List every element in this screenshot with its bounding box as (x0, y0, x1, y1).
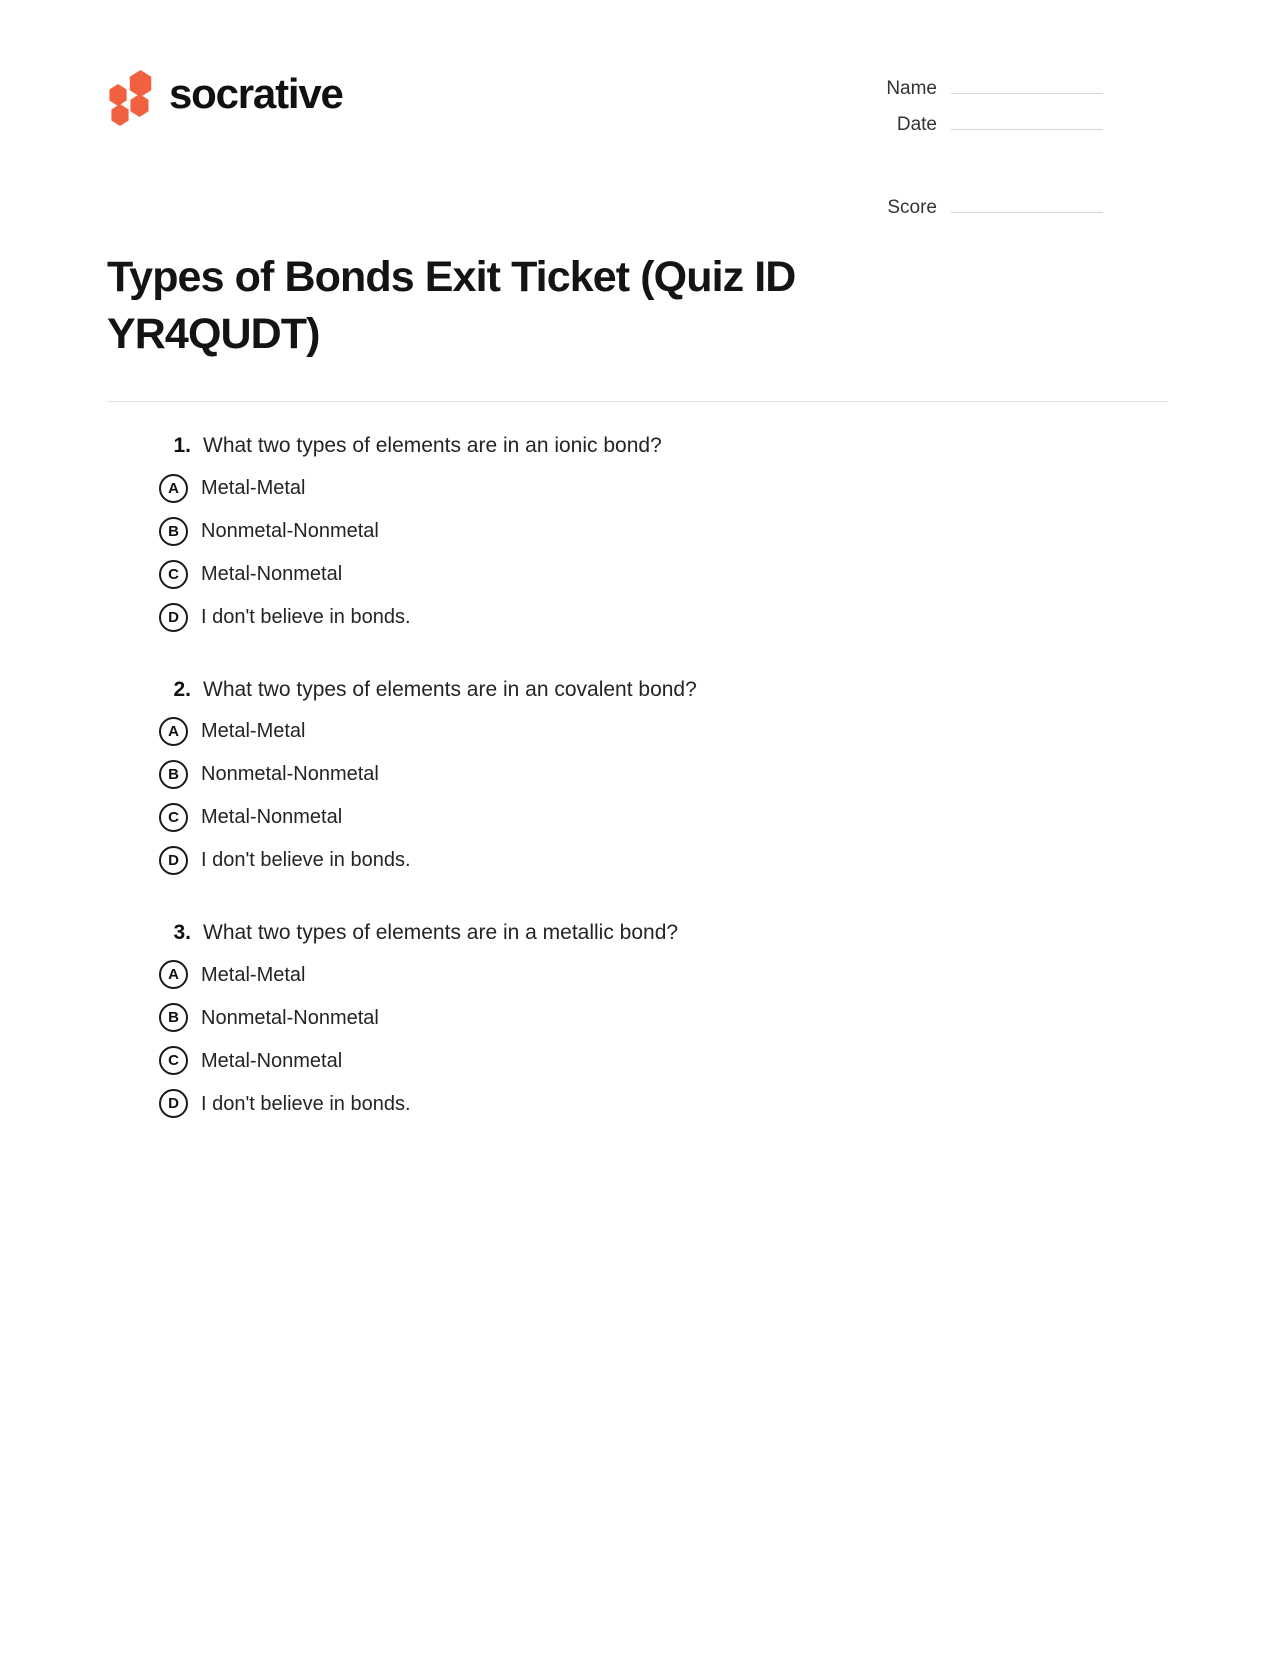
score-field-row (803, 195, 1103, 219)
page-title: Types of Bonds Exit Ticket (Quiz ID YR4QUDT) (107, 253, 796, 359)
choice-option-b[interactable] (107, 517, 1168, 546)
questions-list (0, 402, 1275, 1118)
title-block (0, 231, 1275, 363)
page-header (0, 0, 1275, 231)
hexagon-shape-mid-left (108, 84, 128, 106)
choice-option-c[interactable] (107, 560, 1168, 589)
question-text: What two types of elements are in an covalent bond? (203, 677, 697, 701)
question-heading (107, 919, 1168, 946)
choice-bubble-c[interactable]: C (159, 1046, 188, 1075)
choice-label-b: Nonmetal-Nonmetal (201, 520, 379, 543)
choice-bubble-a[interactable]: A (159, 717, 188, 746)
choice-option-d[interactable] (107, 846, 1168, 875)
socrative-hexagon-icon (107, 70, 153, 118)
question-text: What two types of elements are in a metallic bond? (203, 920, 679, 944)
choice-bubble-a[interactable]: A (159, 474, 188, 503)
hexagon-shape-mid-right (129, 94, 150, 117)
choice-option-a[interactable] (107, 717, 1168, 746)
name-label: Name (886, 78, 937, 99)
choice-label-a: Metal-Metal (201, 477, 306, 500)
name-input-line[interactable] (951, 76, 1103, 94)
choice-label-b: Nonmetal-Nonmetal (201, 763, 379, 786)
choice-option-a[interactable] (107, 474, 1168, 503)
choice-option-d[interactable] (107, 603, 1168, 632)
question-number: 2. (173, 677, 191, 701)
choice-bubble-d[interactable]: D (159, 603, 188, 632)
date-field-row (803, 112, 1103, 136)
question-block (107, 919, 1168, 1118)
choice-label-c: Metal-Nonmetal (201, 563, 343, 586)
question-heading (107, 676, 1168, 703)
choice-bubble-c[interactable]: C (159, 803, 188, 832)
hexagon-shape-top-right (128, 70, 153, 97)
choice-bubble-b[interactable]: B (159, 1003, 188, 1032)
question-text: What two types of elements are in an ionic bond? (203, 434, 662, 458)
choice-label-d: I don't believe in bonds. (201, 849, 411, 872)
choice-option-b[interactable] (107, 760, 1168, 789)
choice-label-c: Metal-Nonmetal (201, 1049, 343, 1072)
choice-bubble-d[interactable]: D (159, 1089, 188, 1118)
choice-label-c: Metal-Nonmetal (201, 806, 343, 829)
question-number: 1. (173, 434, 191, 458)
choice-label-d: I don't believe in bonds. (201, 1092, 411, 1115)
hexagon-shape-bottom-left (110, 104, 130, 126)
socrative-logo (107, 70, 343, 118)
choice-label-a: Metal-Metal (201, 963, 306, 986)
date-input-line[interactable] (951, 112, 1103, 130)
student-meta-fields (803, 76, 1103, 231)
choice-bubble-a[interactable]: A (159, 960, 188, 989)
choice-bubble-d[interactable]: D (159, 846, 188, 875)
choice-option-c[interactable] (107, 803, 1168, 832)
choice-label-b: Nonmetal-Nonmetal (201, 1006, 379, 1029)
choice-option-c[interactable] (107, 1046, 1168, 1075)
choice-option-a[interactable] (107, 960, 1168, 989)
brand-wordmark: socrative (169, 70, 343, 117)
name-field-row (803, 76, 1103, 100)
choice-label-d: I don't believe in bonds. (201, 606, 411, 629)
question-number: 3. (173, 920, 191, 944)
question-heading (107, 432, 1168, 459)
choice-bubble-b[interactable]: B (159, 760, 188, 789)
date-label: Date (896, 114, 937, 135)
choice-bubble-b[interactable]: B (159, 517, 188, 546)
score-input-line[interactable] (951, 195, 1103, 213)
choice-bubble-c[interactable]: C (159, 560, 188, 589)
choice-label-a: Metal-Metal (201, 720, 306, 743)
score-label: Score (887, 197, 937, 218)
choice-option-d[interactable] (107, 1089, 1168, 1118)
question-block (107, 676, 1168, 875)
choice-option-b[interactable] (107, 1003, 1168, 1032)
question-block (107, 432, 1168, 631)
